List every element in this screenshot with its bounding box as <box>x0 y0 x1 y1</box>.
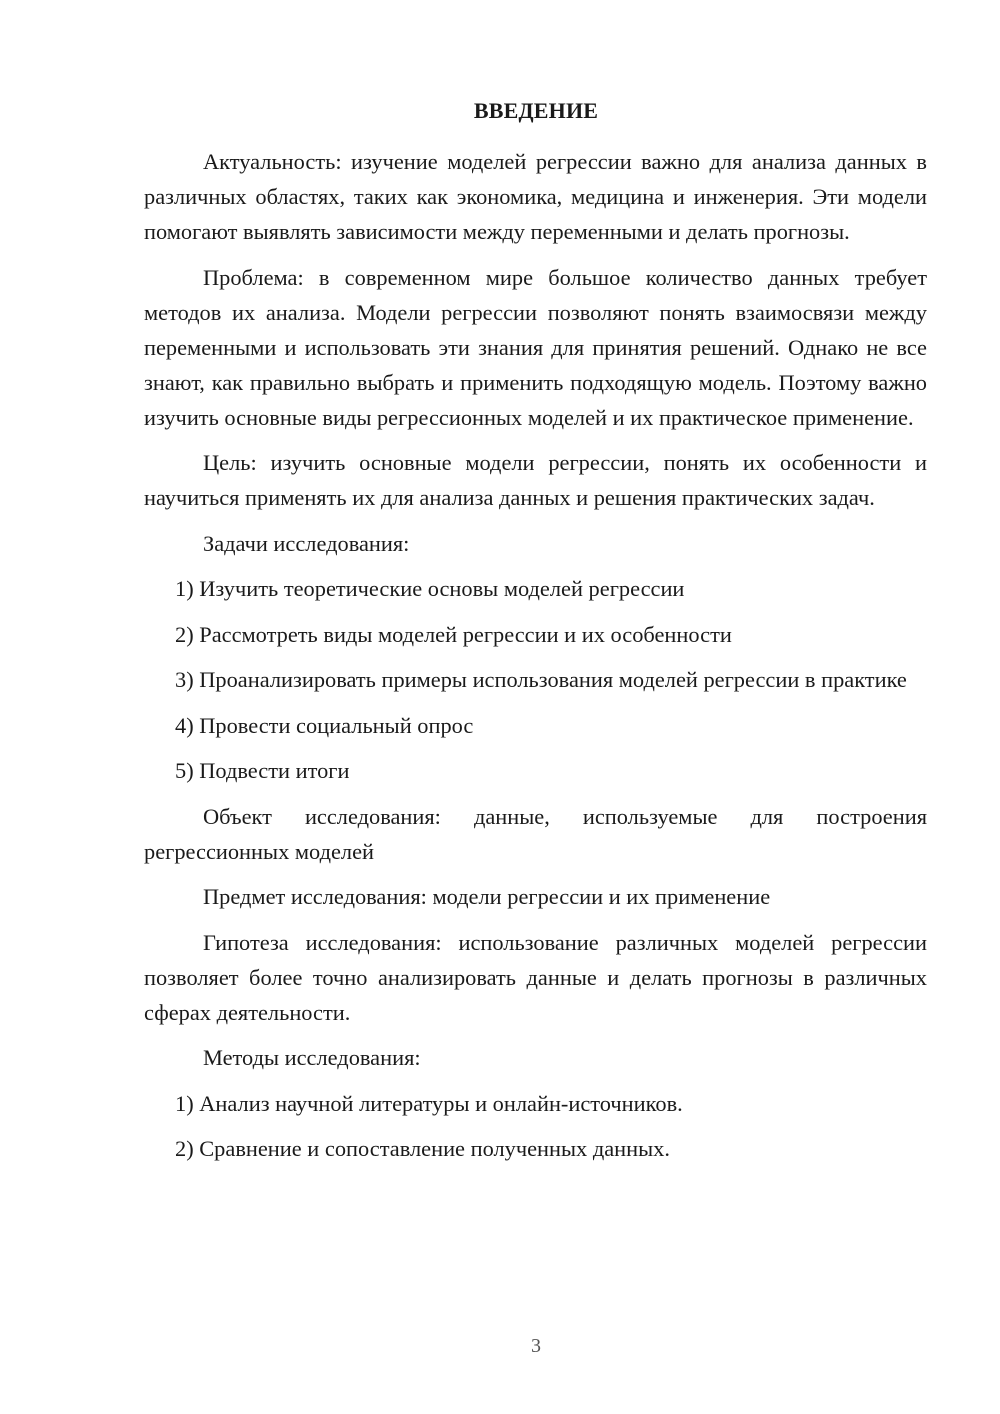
method-item: 1) Анализ научной литературы и онлайн-источников. <box>175 1090 683 1116</box>
task-item: 3) Проанализировать примеры использования моделей регрессии в практике <box>175 667 907 692</box>
document-body <box>144 144 927 1177</box>
methods-heading: Методы исследования: <box>203 1045 421 1070</box>
method-item: 2) Сравнение и сопоставление полученных данных. <box>175 1136 670 1161</box>
page-number: 3 <box>531 1335 541 1357</box>
paragraph-subject: Предмет исследования: модели регрессии и их применение <box>203 884 771 909</box>
paragraph-problem: Проблема: в современном мире большое количество данных требует методов их анализа. Модели регрессии позволяют понять взаимосвязи между переменными и использовать эти знания для принятия решений. Однако не все знают, как правильно выбрать и применить подходящую модель. Поэтому важно изучить основные виды регрессионных моделей и их практическое применение. <box>144 264 927 430</box>
task-item: 5) Подвести итоги <box>175 758 350 783</box>
task-item: 1) Изучить теоретические основы моделей регрессии <box>175 576 685 601</box>
paragraph-hypothesis: Гипотеза исследования: использование различных моделей регрессии позволяет более точно анализировать данные и делать прогнозы в различных сферах деятельности. <box>144 929 927 1025</box>
task-item: 2) Рассмотреть виды моделей регрессии и их особенности <box>175 621 732 647</box>
task-item: 4) Провести социальный опрос <box>175 712 474 738</box>
tasks-heading: Задачи исследования: <box>203 530 410 556</box>
paragraph-goal: Цель: изучить основные модели регрессии, понять их особенности и научиться применять их для анализа данных и решения практических задач. <box>144 450 927 510</box>
section-title: ВВЕДЕНИЕ <box>473 98 599 123</box>
paragraph-relevance: Актуальность: изучение моделей регрессии важно для анализа данных в различных областях, таких как экономика, медицина и инженерия. Эти модели помогают выявлять зависимости между переменными и делать прогнозы. <box>144 149 927 244</box>
paragraph-object: Объект исследования: данные, используемые для построения регрессионных моделей <box>144 803 927 864</box>
